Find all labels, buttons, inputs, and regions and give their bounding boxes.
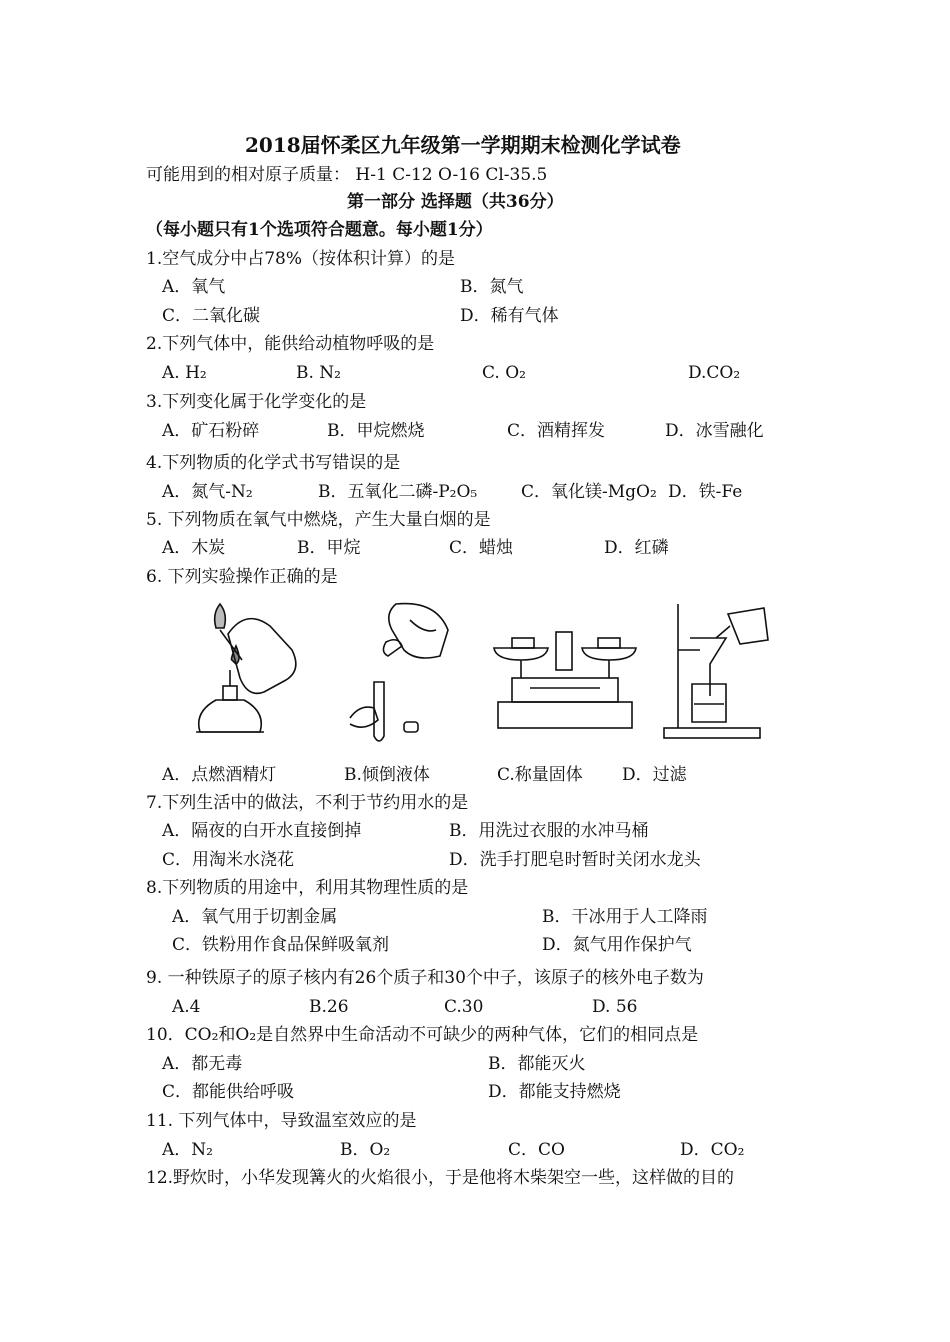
q9-option-b: B.26 — [309, 997, 349, 1017]
q4-option-c: C．氧化镁-MgO₂ — [521, 482, 657, 502]
q5-option-a: A．木炭 — [162, 538, 226, 558]
question-5: 5. 下列物质在氧气中燃烧，产生大量白烟的是 — [146, 510, 491, 530]
lab-illustrations — [190, 600, 780, 750]
question-3: 3.下列变化属于化学变化的是 — [146, 392, 367, 412]
q6-option-a: A．点燃酒精灯 — [162, 765, 277, 785]
q11-option-d: D．CO₂ — [680, 1140, 745, 1160]
question-7: 7.下列生活中的做法，不利于节约用水的是 — [146, 793, 469, 813]
q7-option-a: A．隔夜的白开水直接倒掉 — [162, 821, 362, 841]
pouring-liquid-illustration — [340, 600, 465, 750]
question-4: 4.下列物质的化学式书写错误的是 — [146, 453, 401, 473]
question-2: 2.下列气体中，能供给动植物呼吸的是 — [146, 334, 435, 354]
question-9: 9. 一种铁原子的原子核内有26个质子和30个中子，该原子的核外电子数为 — [146, 968, 704, 988]
q11-option-b: B．O₂ — [340, 1140, 391, 1160]
atomic-masses: 可能用到的相对原子质量： H-1 C-12 O-16 Cl-35.5 — [146, 165, 548, 185]
q3-option-a: A．矿石粉碎 — [162, 421, 260, 441]
q9-option-c: C.30 — [444, 997, 484, 1017]
q9-option-a: A.4 — [172, 997, 201, 1017]
q1-option-a: A．氧气 — [162, 277, 226, 297]
q8-option-c: C．铁粉用作食品保鲜吸氧剂 — [172, 935, 390, 955]
q3-option-d: D．冰雪融化 — [665, 421, 764, 441]
q4-option-d: D．铁-Fe — [668, 482, 743, 502]
q1-option-b: B．氮气 — [460, 277, 524, 297]
q10-option-b: B．都能灭火 — [488, 1054, 586, 1074]
q5-option-d: D．红磷 — [604, 538, 669, 558]
q6-option-d: D．过滤 — [622, 765, 687, 785]
q6-option-c: C.称量固体 — [497, 765, 583, 785]
instruction: （每小题只有1个选项符合题意。每小题1分） — [146, 220, 493, 240]
filtration-illustration — [660, 600, 780, 745]
question-1: 1.空气成分中占78%（按体积计算）的是 — [146, 249, 456, 269]
q3-option-c: C．酒精挥发 — [507, 421, 606, 441]
page-title: 2018届怀柔区九年级第一学期期末检测化学试卷 — [245, 133, 681, 157]
q7-option-b: B．用洗过衣服的水冲马桶 — [449, 821, 649, 841]
q9-option-d: D. 56 — [592, 997, 638, 1017]
question-10: 10．CO₂和O₂是自然界中生命活动不可缺少的两种气体，它们的相同点是 — [146, 1025, 699, 1045]
q5-option-c: C．蜡烛 — [449, 538, 514, 558]
q7-option-d: D．洗手打肥皂时暂时关闭水龙头 — [449, 850, 701, 870]
q11-option-c: C．CO — [508, 1140, 565, 1160]
q2-option-d: D.CO₂ — [688, 363, 741, 383]
q1-option-d: D．稀有气体 — [460, 306, 559, 326]
question-6: 6. 下列实验操作正确的是 — [146, 567, 338, 587]
q2-option-c: C. O₂ — [482, 363, 526, 383]
q6-option-b: B.倾倒液体 — [344, 765, 430, 785]
q2-option-b: B. N₂ — [296, 363, 341, 383]
q10-option-d: D．都能支持燃烧 — [488, 1082, 621, 1102]
q8-option-b: B．干冰用于人工降雨 — [542, 907, 708, 927]
question-12: 12.野炊时，小华发现篝火的火焰很小，于是他将木柴架空一些，这样做的目的 — [146, 1168, 735, 1188]
q11-option-a: A．N₂ — [162, 1140, 213, 1160]
q4-option-a: A．氮气-N₂ — [162, 482, 253, 502]
alcohol-lamp-illustration — [190, 600, 310, 740]
section-heading: 第一部分 选择题（共36分） — [347, 192, 564, 212]
q4-option-b: B．五氧化二磷-P₂O₅ — [318, 482, 478, 502]
q10-option-a: A．都无毒 — [162, 1054, 243, 1074]
q3-option-b: B．甲烷燃烧 — [327, 421, 425, 441]
q8-option-a: A．氧气用于切割金属 — [172, 907, 338, 927]
q8-option-d: D．氮气用作保护气 — [542, 935, 692, 955]
q10-option-c: C．都能供给呼吸 — [162, 1082, 295, 1102]
question-8: 8.下列物质的用途中，利用其物理性质的是 — [146, 878, 469, 898]
q7-option-c: C．用淘米水浇花 — [162, 850, 295, 870]
question-11: 11. 下列气体中，导致温室效应的是 — [146, 1111, 417, 1131]
q2-option-a: A. H₂ — [162, 363, 207, 383]
q1-option-c: C．二氧化碳 — [162, 306, 261, 326]
q5-option-b: B．甲烷 — [297, 538, 361, 558]
balance-scale-illustration — [490, 618, 640, 743]
